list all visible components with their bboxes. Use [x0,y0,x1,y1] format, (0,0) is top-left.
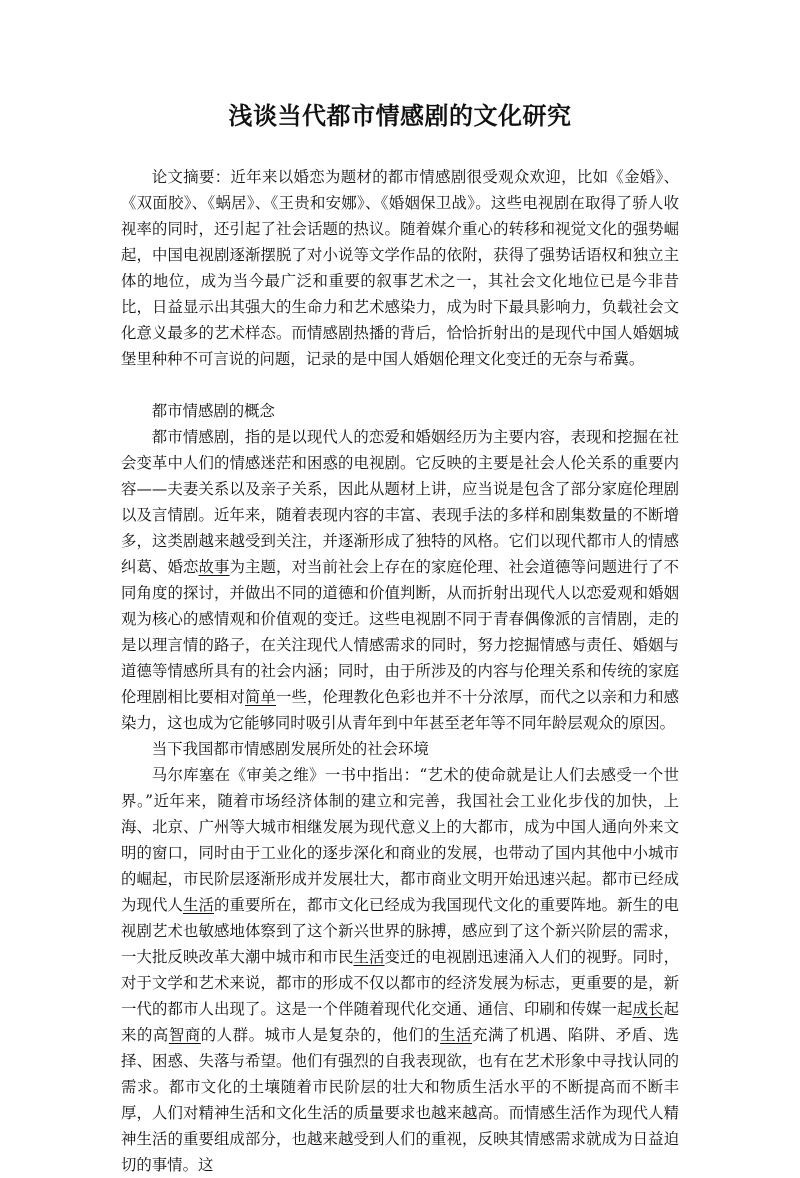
underlined-term: 故事 [198,558,230,576]
underlined-term: 智商 [168,1026,201,1044]
underlined-term: 简单 [245,688,277,706]
underlined-term: 生活 [440,1026,473,1044]
concept-paragraph [121,424,679,736]
underlined-term: 生活 [183,896,215,914]
paragraph-spacer [121,372,679,398]
section-heading-concept: 都市情感剧的概念 [151,402,275,420]
text-run: 马尔库塞在《审美之维》一书中指出：“艺术的使命就是让人们去感受一个世界。”近年来，随着市场经济体制的建立和完善，我国社会工业化步伐的加快，上海、北京、广州等大城市相继发展为现代意义上的大都市，成为中国人通向外来文明的窗口，同时由于工业化的逐步深化和商业的发展，也带动了国内其他中小城市的崛起，市民阶层逐渐形成并发展壮大，都市商业文明开始迅速兴起。都市已经成为现代人 [121,766,679,914]
abstract-paragraph: 论文摘要：近年来以婚恋为题材的都市情感剧很受观众欢迎，比如《金婚》、《双面胶》、《蜗居》、《王贵和安娜》、《婚姻保卫战》。这些电视剧在取得了骄人收视率的同时，还引起了社会话题的热议。随着媒介重心的转移和视觉文化的强势崛起，中国电视剧逐渐摆脱了对小说等文学作品的依附，获得了强势话语权和独立主体的地位，成为当今最广泛和重要的叙事艺术之一，其社会文化地位已是今非昔比，日益显示出其强大的生命力和艺术感染力，成为时下最具影响力，负载社会文化意义最多的艺术样态。而情感剧热播的背后，恰恰折射出的是现代中国人婚姻城堡里种种不可言说的问题，记录的是中国人婚姻伦理文化变迁的无奈与希冀。 [121,168,679,368]
environment-paragraph [121,762,679,1178]
text-run: 都市情感剧，指的是以现代人的恋爱和婚姻经历为主要内容，表现和挖掘在社会变革中人们的情感迷茫和困惑的电视剧。它反映的主要是社会人伦关系的重要内容——夫妻关系以及亲子关系，因此从题材上讲，应当说是包含了部分家庭伦理剧以及言情剧。近年来，随着表现内容的丰富、表现手法的多样和剧集数量的不断增多，这类剧越来越受到关注，并逐渐形成了独特的风格。它们以现代都市人的情感纠葛、婚恋 [121,428,679,576]
text-run: 充满了机遇、陷阱、矛盾、选择、困惑、失落与希望。他们有强烈的自我表现欲，也有在艺术形象中寻找认同的需求。都市文化的土壤随着市民阶层的壮大和物质生活水平的不断提高而不断丰厚，人们对精神生活和文化生活的质量要求也越来越高。而情感生活作为现代人精神生活的重要组成部分，也越来越受到人们的重视，反映其情感需求就成为日益迫切的事情。这 [121,1026,679,1174]
text-run: 的人群。城市人是复杂的，他们的 [200,1026,441,1044]
text-run: 一些，伦理教化色彩也并不十分浓厚，而代之以亲和力和感染力，这也成为它能够同时吸引从青年到中年甚至老年等不同年龄层观众的原因。 [121,688,679,732]
text-run: 变迁的电视剧迅速涌入人们的视野。同时，对于文学和艺术来说，都市的形成不仅以都市的经济发展为标志，更重要的是，新一代的都市人出现了。这是一个伴随着现代化交通、通信、印刷和传媒一起 [121,948,679,1018]
section-heading-environment: 当下我国都市情感剧发展所处的社会环境 [151,740,429,758]
underlined-term: 成长 [632,1000,664,1018]
underlined-term: 生活 [353,948,385,966]
text-run: 为主题，对当前社会上存在的家庭伦理、社会道德等问题进行了不同角度的探讨，并做出不同的道德和价值判断，从而折射出现代人以恋爱观和婚姻观为核心的感情观和价值观的变迁。这些电视剧不同于青春偶像派的言情剧，走的是以理言情的路子，在关注现代人情感需求的同时，努力挖掘情感与责任、婚姻与道德等情感所具有的社会内涵；同时，由于所涉及的内容与伦理关系和传统的家庭伦理剧相比要相对 [121,558,679,706]
text-run: 的重要所在，都市文化已经成为我国现代文化的重要阵地。新生的电视剧艺术也敏感地体察到了这个新兴世界的脉搏，感应到了这个新兴阶层的需求，一大批反映改革大潮中城市和市民 [121,896,679,966]
document-title: 浅谈当代都市情感剧的文化研究 [228,101,572,130]
text-run: 起来的高 [121,1000,679,1044]
document-body [121,164,679,1178]
